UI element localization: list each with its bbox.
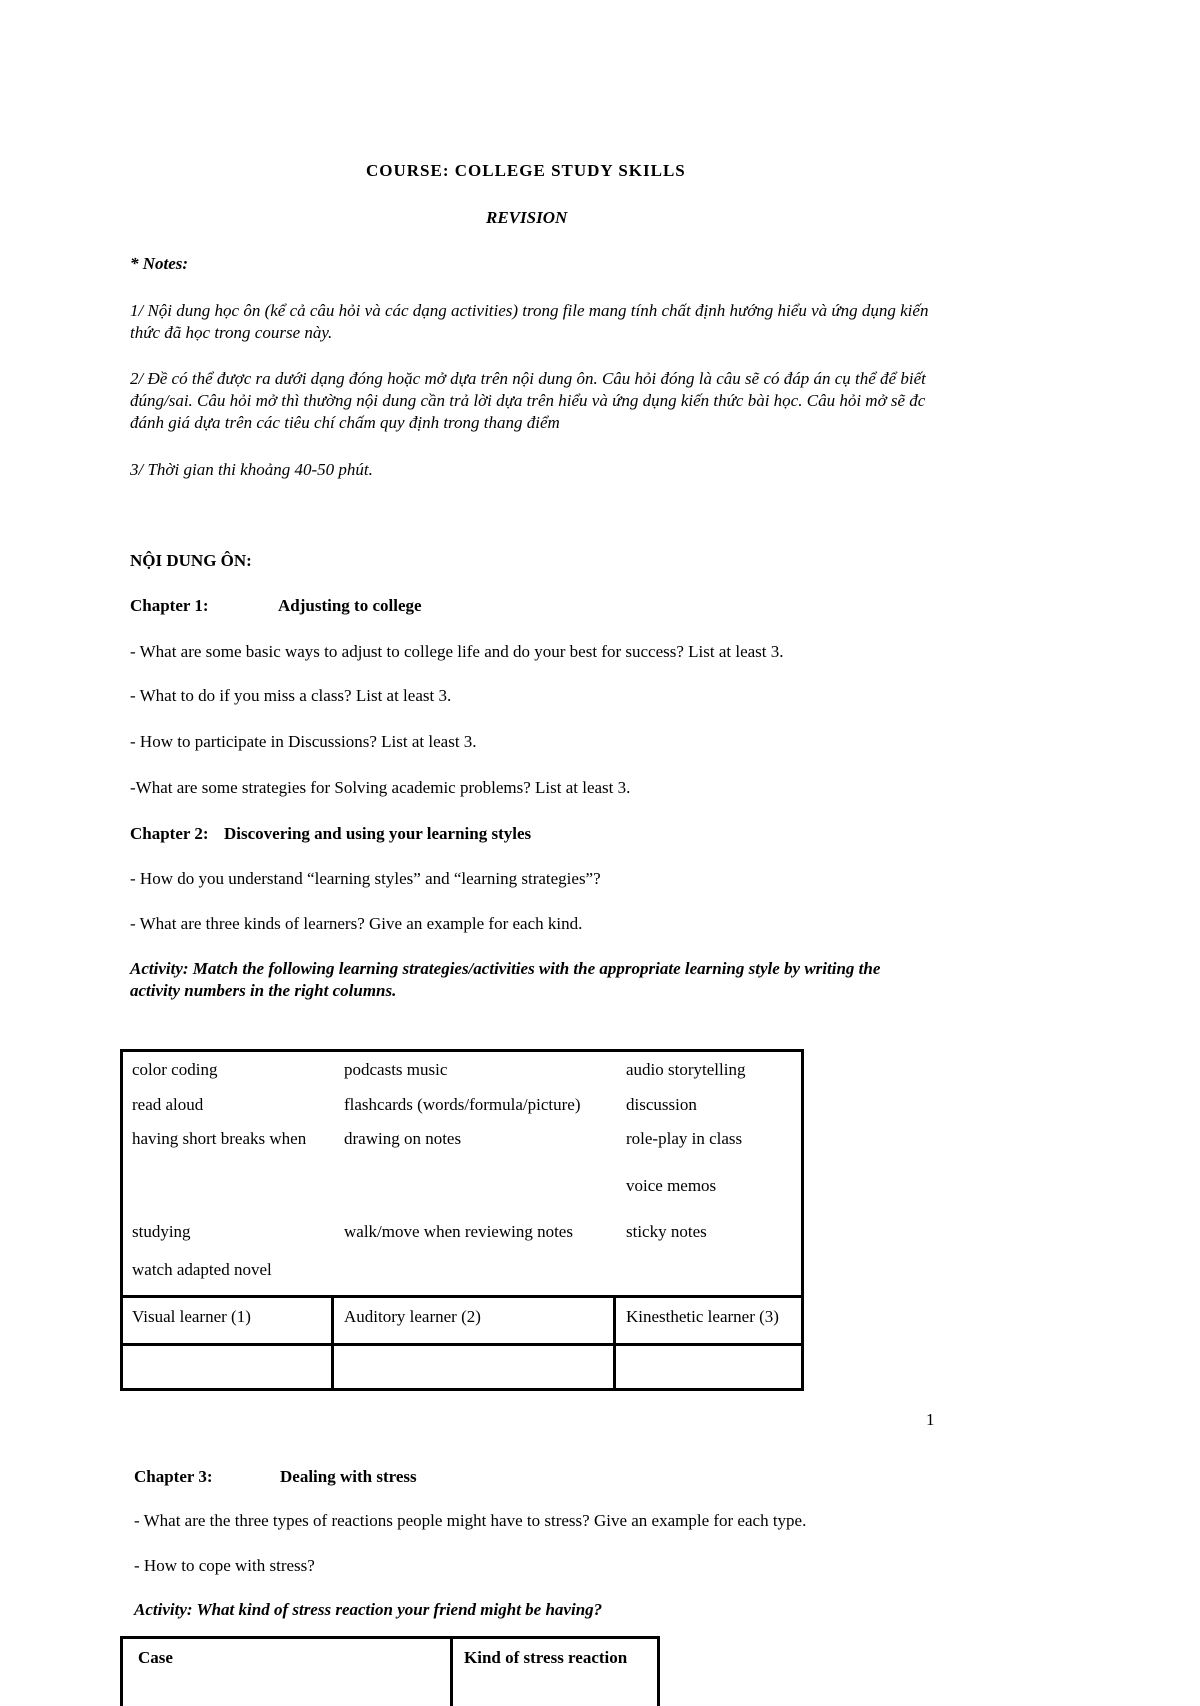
course-title: COURSE: COLLEGE STUDY SKILLS — [366, 161, 686, 180]
table-divider — [120, 1343, 804, 1346]
activity-item: walk/move when reviewing notes — [344, 1222, 573, 1241]
chapter3-label: Chapter 3: — [134, 1467, 213, 1486]
table-divider — [331, 1295, 334, 1391]
chapter3-question-1: - What are the three types of reactions people might have to stress? Give an example for each type. — [134, 1511, 807, 1530]
chapter1-question-1: - What are some basic ways to adjust to college life and do your best for success? List at least 3. — [130, 642, 784, 661]
activity-item: drawing on notes — [344, 1129, 462, 1148]
chapter1-label: Chapter 1: — [130, 596, 209, 615]
activity-item: color coding — [132, 1060, 218, 1079]
activity-item: voice memos — [626, 1176, 717, 1195]
chapter2-title: Discovering and using your learning styles — [224, 824, 532, 843]
page-number: 1 — [926, 1410, 935, 1429]
activity-item: sticky notes — [626, 1222, 707, 1241]
activity-item: studying — [132, 1222, 191, 1241]
content-heading: NỘI DUNG ÔN: — [130, 551, 252, 570]
chapter1-question-4: -What are some strategies for Solving academic problems? List at least 3. — [130, 778, 631, 797]
revision-heading: REVISION — [486, 208, 568, 227]
activity-item: watch adapted novel — [132, 1260, 272, 1279]
chapter3-activity: Activity: What kind of stress reaction your friend might be having? — [134, 1600, 603, 1619]
activity-item: flashcards (words/formula/picture) — [344, 1095, 581, 1114]
activity-item: read aloud — [132, 1095, 204, 1114]
chapter3-question-2: - How to cope with stress? — [134, 1556, 315, 1575]
activity-item: having short breaks when — [132, 1129, 307, 1148]
table-divider — [613, 1295, 616, 1391]
chapter1-question-2: - What to do if you miss a class? List at least 3. — [130, 686, 452, 705]
table-divider — [120, 1295, 804, 1298]
case-header: Case — [138, 1648, 173, 1667]
chapter1-question-3: - How to participate in Discussions? List at least 3. — [130, 732, 477, 751]
activity-item: podcasts music — [344, 1060, 448, 1079]
chapter2-activity: Activity: Match the following learning strategies/activities with the appropriate learning style by writing the activity numbers in the right columns. — [130, 959, 881, 1000]
stress-reaction-header: Kind of stress reaction — [464, 1648, 628, 1667]
note-1: 1/ Nội dung học ôn (kể cả câu hỏi và các dạng activities) trong file mang tính chất định hướng hiểu và ứng dụng kiến thức đã học trong course này. — [130, 301, 929, 342]
chapter2-question-2: - What are three kinds of learners? Give an example for each kind. — [130, 914, 583, 933]
activity-item: discussion — [626, 1095, 697, 1114]
chapter2-label: Chapter 2: — [130, 824, 209, 843]
chapter3-title: Dealing with stress — [280, 1467, 417, 1486]
learning-styles-table — [120, 1049, 804, 1391]
note-2: 2/ Đề có thể được ra dưới dạng đóng hoặc mở dựa trên nội dung ôn. Câu hỏi đóng là câu sẽ có đáp án cụ thể để biết đúng/sai. Câu hỏi mở thì thường nội dung cần trả lời dựa trên hiểu và ứng dụng kiến thức bài học. Câu hỏi mở sẽ đc đánh giá dựa trên các tiêu chí chấm quy định trong thang điểm — [130, 369, 926, 432]
activity-item: role-play in class — [626, 1129, 743, 1148]
auditory-learner-header: Auditory learner (2) — [344, 1307, 481, 1326]
kinesthetic-learner-header: Kinesthetic learner (3) — [626, 1307, 779, 1326]
chapter1-title: Adjusting to college — [278, 596, 422, 615]
notes-heading: * Notes: — [130, 254, 189, 273]
note-3: 3/ Thời gian thi khoảng 40-50 phút. — [130, 460, 373, 479]
chapter2-question-1: - How do you understand “learning styles” and “learning strategies”? — [130, 869, 601, 888]
visual-learner-header: Visual learner (1) — [132, 1307, 251, 1326]
activity-item: audio storytelling — [626, 1060, 746, 1079]
